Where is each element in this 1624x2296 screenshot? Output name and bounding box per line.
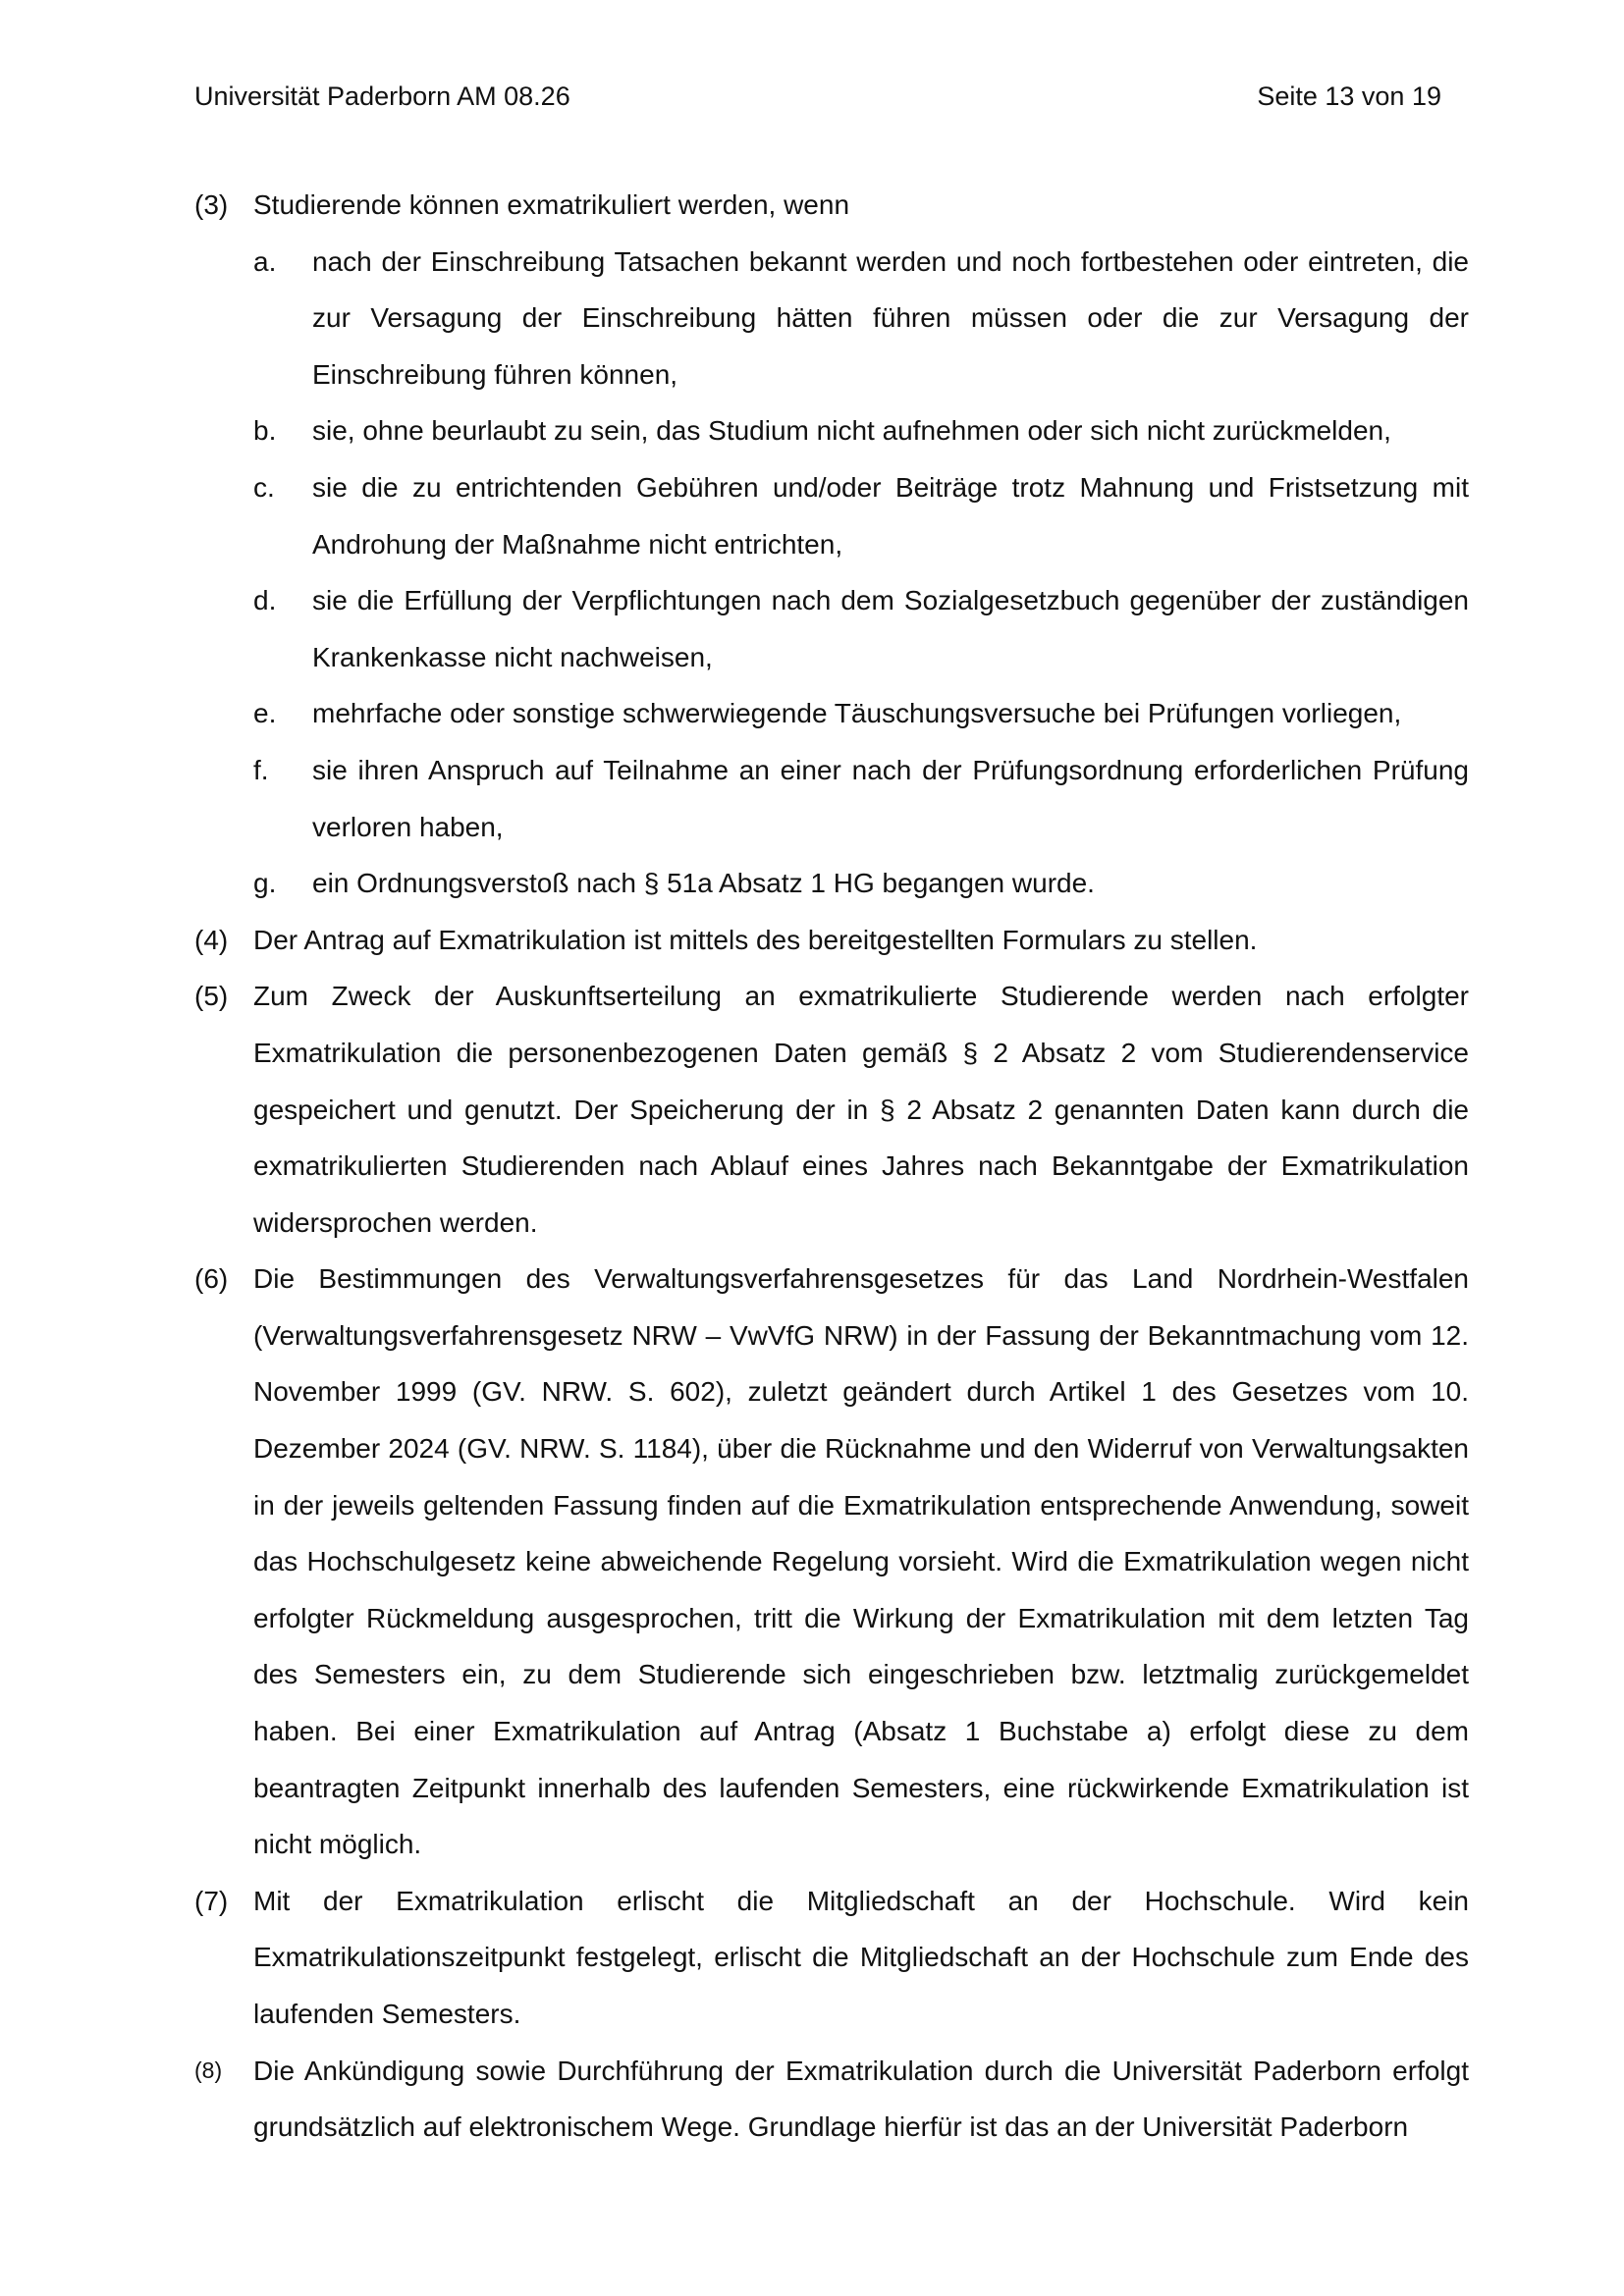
paragraph-3 [194, 177, 1469, 912]
document-body [194, 177, 1469, 2156]
paragraph-text: Die Ankündigung sowie Durchführung der Exmatrikulation durch die Universität Paderborn erfolgt grundsätzlich auf elektronischem Wege. Grundlage hierfür ist das an der Universität Paderborn [253, 2055, 1469, 2143]
paragraph-number: (6) [194, 1263, 229, 1295]
paragraph-7 [194, 1873, 1469, 2043]
list-item-text: sie die Erfüllung der Verpflichtungen nach dem Sozialgesetzbuch gegenüber der zuständigen Krankenkasse nicht nachweisen, [312, 585, 1469, 672]
paragraph-number: (8) [194, 2056, 223, 2083]
list-item [253, 459, 1469, 572]
paragraph-4 [194, 912, 1469, 969]
list-item [253, 685, 1469, 742]
paragraph-number: (4) [194, 924, 229, 955]
list-item [253, 572, 1469, 685]
paragraph-number: (7) [194, 1885, 229, 1916]
list-item-text: sie ihren Anspruch auf Teilnahme an einer nach der Prüfungsordnung erforderlichen Prüfung verloren haben, [312, 754, 1469, 842]
paragraph-text: Zum Zweck der Auskunftserteilung an exmatrikulierte Studierende werden nach erfolgter Exmatrikulation die personenbezogenen Daten gemäß § 2 Absatz 2 vom Studierendenservice gespeichert und genutzt. Der Speicherung der in § 2 Absatz 2 genannten Daten kann durch die exmatrikulierten Studierenden nach Ablauf eines Jahres nach Bekanntgabe der Exmatrikulation widersprochen werden. [253, 981, 1469, 1238]
paragraph-6 [194, 1251, 1469, 1873]
list-item [253, 855, 1469, 912]
paragraph-text: Der Antrag auf Exmatrikulation ist mittels des bereitgestellten Formulars zu stellen. [253, 924, 1258, 955]
list-item-text: ein Ordnungsverstoß nach § 51a Absatz 1 HG begangen wurde. [312, 868, 1095, 899]
paragraph-text: Mit der Exmatrikulation erlischt die Mitgliedschaft an der Hochschule. Wird kein Exmatrikulationszeitpunkt festgelegt, erlischt die Mitgliedschaft an der Hochschule zum Ende des laufenden Semesters. [253, 1885, 1469, 2029]
list-item-label: a. [253, 245, 277, 277]
list-item-text: nach der Einschreibung Tatsachen bekannt werden und noch fortbestehen oder eintreten, die zur Versagung der Einschreibung hätten führen müssen oder die zur Versagung der Einschreibung führen können, [312, 245, 1469, 390]
list-item-label: c. [253, 471, 275, 503]
paragraph-text: Studierende können exmatrikuliert werden, wenn [253, 189, 850, 220]
paragraph-number: (3) [194, 189, 229, 220]
list-item-label: g. [253, 868, 277, 899]
condition-list [253, 234, 1469, 912]
page-header [194, 77, 1441, 116]
list-item-text: sie, ohne beurlaubt zu sein, das Studium nicht aufnehmen oder sich nicht zurückmelden, [312, 415, 1391, 447]
list-item-text: mehrfache oder sonstige schwerwiegende Täuschungsversuche bei Prüfungen vorliegen, [312, 698, 1402, 729]
list-item-label: f. [253, 754, 269, 785]
paragraph-text: Die Bestimmungen des Verwaltungsverfahrensgesetzes für das Land Nordrhein-Westfalen (Verwaltungsverfahrensgesetz NRW – VwVfG NRW) in der Fassung der Bekanntmachung vom 12. November 1999 (GV. NRW. S. 602), zuletzt geändert durch Artikel 1 des Gesetzes vom 10. Dezember 2024 (GV. NRW. S. 1184), über die Rücknahme und den Widerruf von Verwaltungsakten in der jeweils geltenden Fassung finden auf die Exmatrikulation entsprechende Anwendung, soweit das Hochschulgesetz keine abweichende Regelung vorsieht. Wird die Exmatrikulation wegen nicht erfolgter Rückmeldung ausgesprochen, tritt die Wirkung der Exmatrikulation mit dem letzten Tag des Semesters ein, zu dem Studierende sich eingeschrieben bzw. letztmalig zurückgemeldet haben. Bei einer Exmatrikulation auf Antrag (Absatz 1 Buchstabe a) erfolgt diese zu dem beantragten Zeitpunkt innerhalb des laufenden Semesters, eine rückwirkende Exmatrikulation ist nicht möglich. [253, 1263, 1469, 1860]
paragraph-number: (5) [194, 981, 229, 1012]
paragraph-8 [194, 2043, 1469, 2156]
list-item-label: b. [253, 415, 277, 447]
list-item [253, 742, 1469, 855]
list-item-text: sie die zu entrichtenden Gebühren und/oder Beiträge trotz Mahnung und Fristsetzung mit Androhung der Maßnahme nicht entrichten, [312, 471, 1469, 560]
list-item-label: d. [253, 585, 277, 616]
list-item [253, 402, 1469, 459]
paragraph-5 [194, 968, 1469, 1251]
page-number: Seite 13 von 19 [1257, 81, 1441, 111]
list-item [253, 234, 1469, 403]
document-reference: Universität Paderborn AM 08.26 [194, 81, 570, 111]
list-item-label: e. [253, 698, 277, 729]
